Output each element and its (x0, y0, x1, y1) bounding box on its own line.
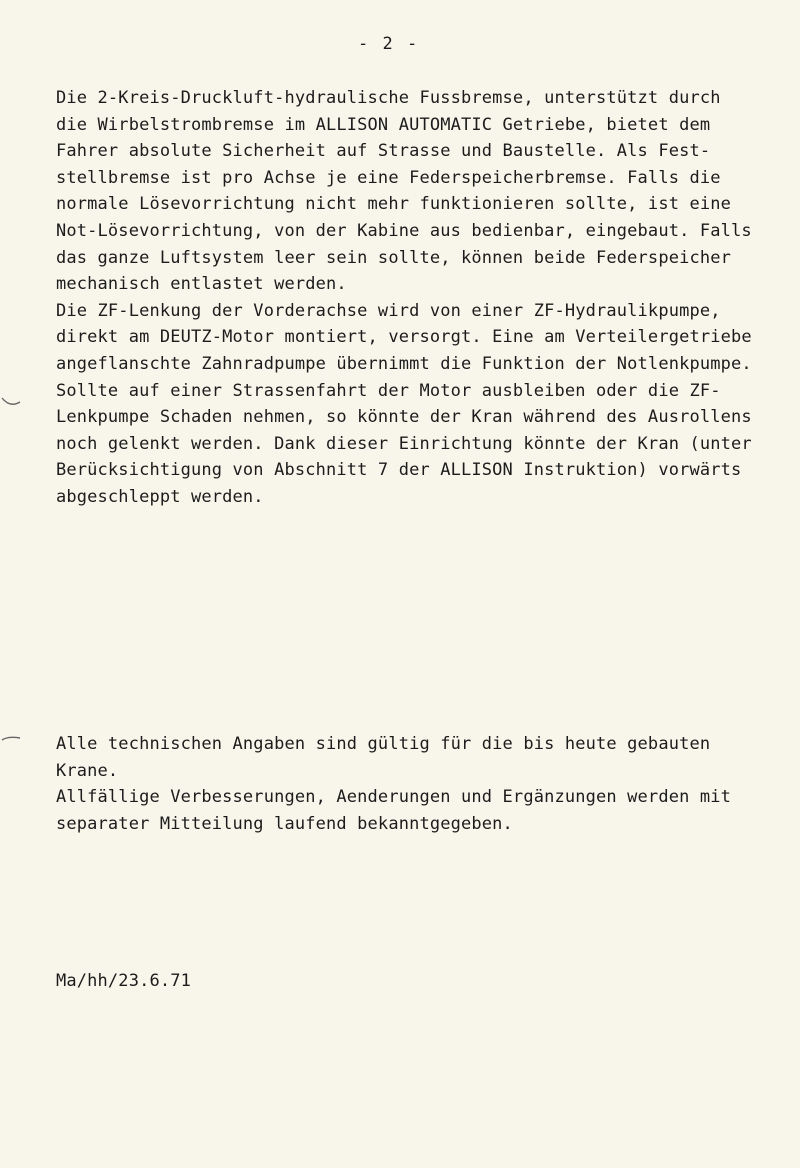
text-line: separater Mitteilung laufend bekanntgegeben. (56, 813, 513, 834)
punch-hole-mark (0, 730, 22, 742)
text-line: Lenkpumpe Schaden nehmen, so könnte der Kran während des Ausrollens (56, 407, 752, 428)
text-line: angeflanschte Zahnradpumpe übernimmt die Funktion der Notlenkpumpe. (56, 353, 752, 374)
text-line: Sollte auf einer Strassenfahrt der Motor ausbleiben oder die ZF- (56, 380, 721, 401)
text-line: Krane. (56, 760, 119, 781)
reference-line: Ma/hh/23.6.71 (56, 971, 192, 991)
text-line: noch gelenkt werden. Dank dieser Einrichtung könnte der Kran (unter (56, 433, 752, 454)
text-line: normale Lösevorrichtung nicht mehr funktionieren sollte, ist eine (56, 194, 732, 215)
text-line: Die 2-Kreis-Druckluft-hydraulische Fussbremse, unterstützt durch (56, 88, 721, 108)
text-line: stellbremse ist pro Achse je eine Federspeicherbremse. Falls die (56, 167, 721, 188)
text-line: mechanisch entlastet werden. (56, 274, 347, 295)
punch-hole-mark (0, 396, 22, 408)
validity-note-block (56, 731, 776, 837)
text-line: Not-Lösevorrichtung, von der Kabine aus bedienbar, eingebaut. Falls (56, 220, 752, 241)
text-line: Fahrer absolute Sicherheit auf Strasse und Baustelle. Als Fest- (56, 141, 711, 162)
text-line: Berücksichtigung von Abschnitt 7 der ALLISON Instruktion) vorwärts (56, 460, 742, 481)
text-line: Allfällige Verbesserungen, Aenderungen und Ergänzungen werden mit (56, 787, 732, 808)
reference-block (56, 968, 776, 995)
text-line: das ganze Luftsystem leer sein sollte, können beide Federspeicher (56, 247, 732, 268)
text-line: die Wirbelstrombremse im ALLISON AUTOMATIC Getriebe, bietet dem (56, 114, 711, 135)
page-number: - 2 - (358, 34, 420, 54)
text-line: direkt am DEUTZ-Motor montiert, versorgt. Eine am Verteilergetriebe (56, 327, 752, 348)
text-line: abgeschleppt werden. (56, 486, 264, 507)
main-text-block (56, 85, 776, 511)
text-line: Die ZF-Lenkung der Vorderachse wird von einer ZF-Hydraulikpumpe, (56, 300, 721, 321)
text-line: Alle technischen Angaben sind gültig für die bis heute gebauten (56, 734, 711, 754)
